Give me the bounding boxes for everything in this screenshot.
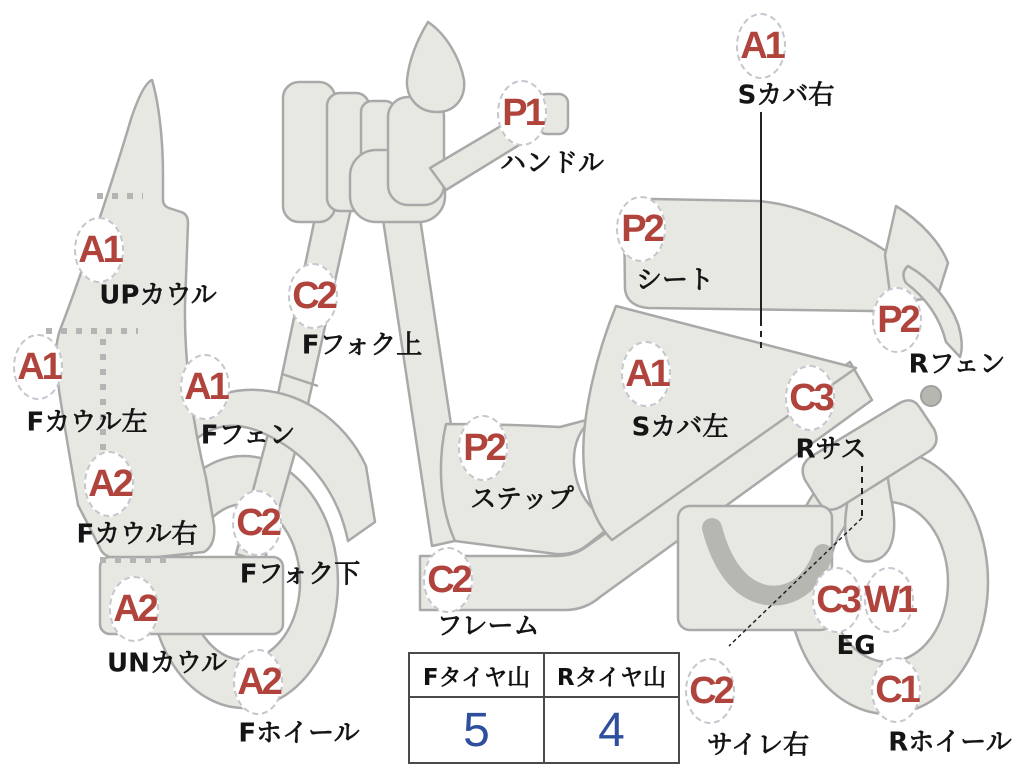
part-label-step: ステップ <box>470 484 574 515</box>
part-label-r-fender: Rフェン <box>908 349 1006 380</box>
mirror-shape <box>407 22 464 112</box>
part-label-un-cowl: UNカウル <box>106 648 228 679</box>
part-label-f-fork-lower: Fフォク下 <box>239 559 361 590</box>
part-label-r-wheel: Rホイール <box>888 727 1012 758</box>
part-label-frame: フレーム <box>436 611 540 642</box>
tire-tread-table <box>408 652 680 764</box>
code-badge-f-fork-upper: C2 <box>288 263 338 329</box>
code-badge-frame: C2 <box>423 547 473 613</box>
part-label-r-sus: Rサス <box>795 434 867 465</box>
tire-table-header-rear: Rタイヤ山 <box>544 653 679 697</box>
part-label-f-fork-upper: Fフォク上 <box>301 330 423 361</box>
code-badge-engine-w1: W1 <box>864 567 914 633</box>
code-badge-up-cowl: A1 <box>74 217 124 283</box>
code-badge-s-cover-left: A1 <box>621 341 671 407</box>
code-badge-f-cowl-left: A1 <box>13 334 63 400</box>
code-badge-step: P2 <box>458 415 508 481</box>
part-label-silencer-right: サイレ右 <box>706 730 810 761</box>
tire-table-header-row <box>409 653 679 697</box>
tire-table-header-front: Fタイヤ山 <box>409 653 544 697</box>
code-badge-seat: P2 <box>616 196 666 262</box>
part-label-seat: シート <box>635 265 715 296</box>
part-label-handle: ハンドル <box>499 148 605 179</box>
part-label-engine: EG <box>836 631 876 661</box>
code-badge-un-cowl: A2 <box>109 576 159 642</box>
code-badge-r-wheel: C1 <box>871 657 921 723</box>
part-label-f-cowl-right: Fカウル右 <box>76 519 198 550</box>
part-label-f-cowl-left: Fカウル左 <box>26 407 148 438</box>
code-badge-silencer-right: C2 <box>685 658 735 724</box>
tire-rear-tread-value: 4 <box>544 697 679 763</box>
code-badge-f-wheel: A2 <box>233 649 283 715</box>
tire-table-value-row <box>409 697 679 763</box>
part-label-f-wheel: Fホイール <box>238 718 360 749</box>
code-badge-handle: P1 <box>497 80 547 146</box>
suspension-bolt-shape <box>921 386 941 406</box>
part-label-up-cowl: UPカウル <box>99 280 217 311</box>
code-badge-f-fender: A1 <box>180 354 230 420</box>
code-badge-engine-c3: C3 <box>812 567 862 633</box>
front-cowl-shape <box>56 80 217 560</box>
part-label-f-fender: Fフェン <box>200 420 296 451</box>
code-badge-s-cover-right: A1 <box>736 13 786 79</box>
part-label-s-cover-right: Sカバ右 <box>737 80 835 111</box>
code-badge-r-fender: P2 <box>872 287 922 353</box>
code-badge-r-sus: C3 <box>785 365 835 431</box>
code-badge-f-cowl-right: A2 <box>84 451 134 517</box>
tire-front-tread-value: 5 <box>409 697 544 763</box>
part-label-s-cover-left: Sカバ左 <box>631 412 729 443</box>
code-badge-f-fork-lower: C2 <box>232 490 282 556</box>
